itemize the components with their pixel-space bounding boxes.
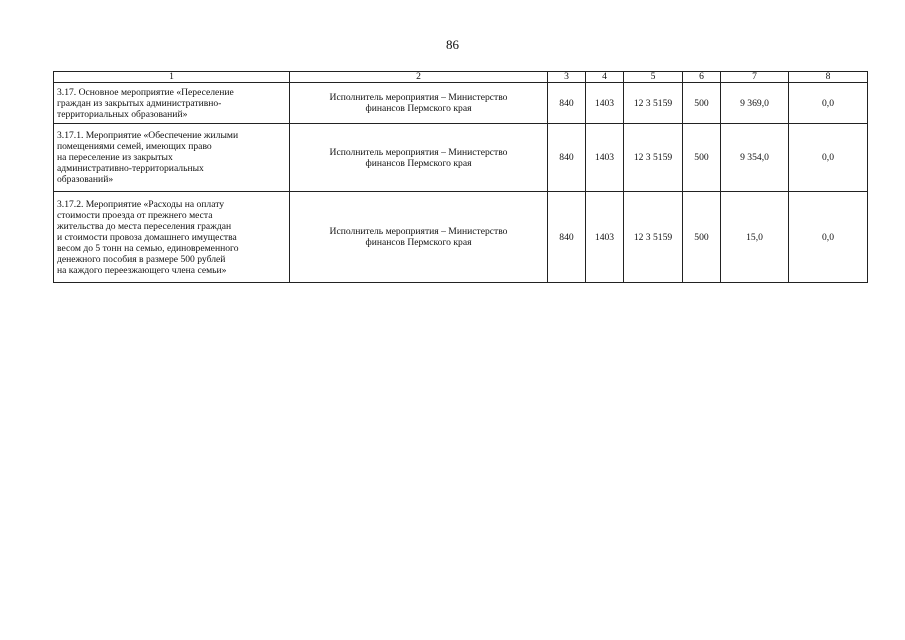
budget-table bbox=[53, 71, 868, 283]
activity-name-line: административно-территориальных bbox=[57, 163, 204, 174]
executor-line: Исполнитель мероприятия – Министерство bbox=[329, 226, 508, 237]
col4-cell: 1403 bbox=[586, 124, 624, 192]
activity-name-line: образований» bbox=[57, 174, 114, 185]
header-cell: 1 bbox=[54, 72, 290, 83]
col6-cell: 500 bbox=[683, 192, 721, 283]
activity-name-line: стоимости проезда от прежнего места bbox=[57, 209, 213, 221]
executor-line: финансов Пермского края bbox=[365, 103, 472, 114]
page-number: 86 bbox=[446, 37, 459, 52]
header-cell: 7 bbox=[721, 72, 789, 83]
executor-cell bbox=[290, 83, 548, 124]
activity-name-line: 3.17.1. Мероприятие «Обеспечение жилыми bbox=[57, 130, 239, 141]
col8-cell: 0,0 bbox=[789, 192, 868, 283]
col3-cell: 840 bbox=[548, 83, 586, 124]
activity-name-line: граждан из закрытых административно- bbox=[57, 97, 222, 109]
activity-name-line: на переселение из закрытых bbox=[57, 152, 173, 163]
col6-cell: 500 bbox=[683, 83, 721, 124]
executor-cell bbox=[290, 124, 548, 192]
header-row bbox=[54, 72, 868, 83]
col5-cell: 12 3 5159 bbox=[624, 83, 683, 124]
executor-cell bbox=[290, 192, 548, 283]
activity-name-cell bbox=[54, 192, 290, 283]
col3-cell: 840 bbox=[548, 192, 586, 283]
col7-cell: 9 354,0 bbox=[721, 124, 789, 192]
table-row bbox=[54, 124, 868, 192]
activity-name-cell bbox=[54, 124, 290, 192]
activity-name-line: территориальных образований» bbox=[57, 108, 188, 120]
activity-name-line: и стоимости провоза домашнего имущества bbox=[57, 231, 237, 243]
header-cell: 3 bbox=[548, 72, 586, 83]
activity-name-line: весом до 5 тонн на семью, единовременного bbox=[57, 242, 239, 254]
executor-line: финансов Пермского края bbox=[365, 157, 472, 169]
activity-name-line: помещениями семей, имеющих право bbox=[57, 141, 212, 152]
col8-cell: 0,0 bbox=[789, 83, 868, 124]
activity-name-line: денежного пособия в размере 500 рублей bbox=[57, 253, 226, 265]
executor-line: финансов Пермского края bbox=[365, 237, 472, 248]
header-cell: 6 bbox=[683, 72, 721, 83]
header-cell: 4 bbox=[586, 72, 624, 83]
col6-cell: 500 bbox=[683, 124, 721, 192]
activity-name-line: жительства до места переселения граждан bbox=[57, 220, 232, 232]
col7-cell: 9 369,0 bbox=[721, 83, 789, 124]
executor-line: Исполнитель мероприятия – Министерство bbox=[329, 146, 508, 158]
activity-name-cell bbox=[54, 83, 290, 124]
table-row bbox=[54, 83, 868, 124]
col8-cell: 0,0 bbox=[789, 124, 868, 192]
table-row bbox=[54, 192, 868, 283]
col5-cell: 12 3 5159 bbox=[624, 192, 683, 283]
col7-cell: 15,0 bbox=[721, 192, 789, 283]
col4-cell: 1403 bbox=[586, 192, 624, 283]
col3-cell: 840 bbox=[548, 124, 586, 192]
header-cell: 2 bbox=[290, 72, 548, 83]
activity-name-line: 3.17. Основное мероприятие «Переселение bbox=[57, 86, 234, 98]
col4-cell: 1403 bbox=[586, 83, 624, 124]
header-cell: 8 bbox=[789, 72, 868, 83]
header-cell: 5 bbox=[624, 72, 683, 83]
activity-name-line: 3.17.2. Мероприятие «Расходы на оплату bbox=[57, 198, 225, 210]
col5-cell: 12 3 5159 bbox=[624, 124, 683, 192]
activity-name-line: на каждого переезжающего члена семьи» bbox=[57, 264, 227, 276]
executor-line: Исполнитель мероприятия – Министерство bbox=[329, 92, 508, 103]
